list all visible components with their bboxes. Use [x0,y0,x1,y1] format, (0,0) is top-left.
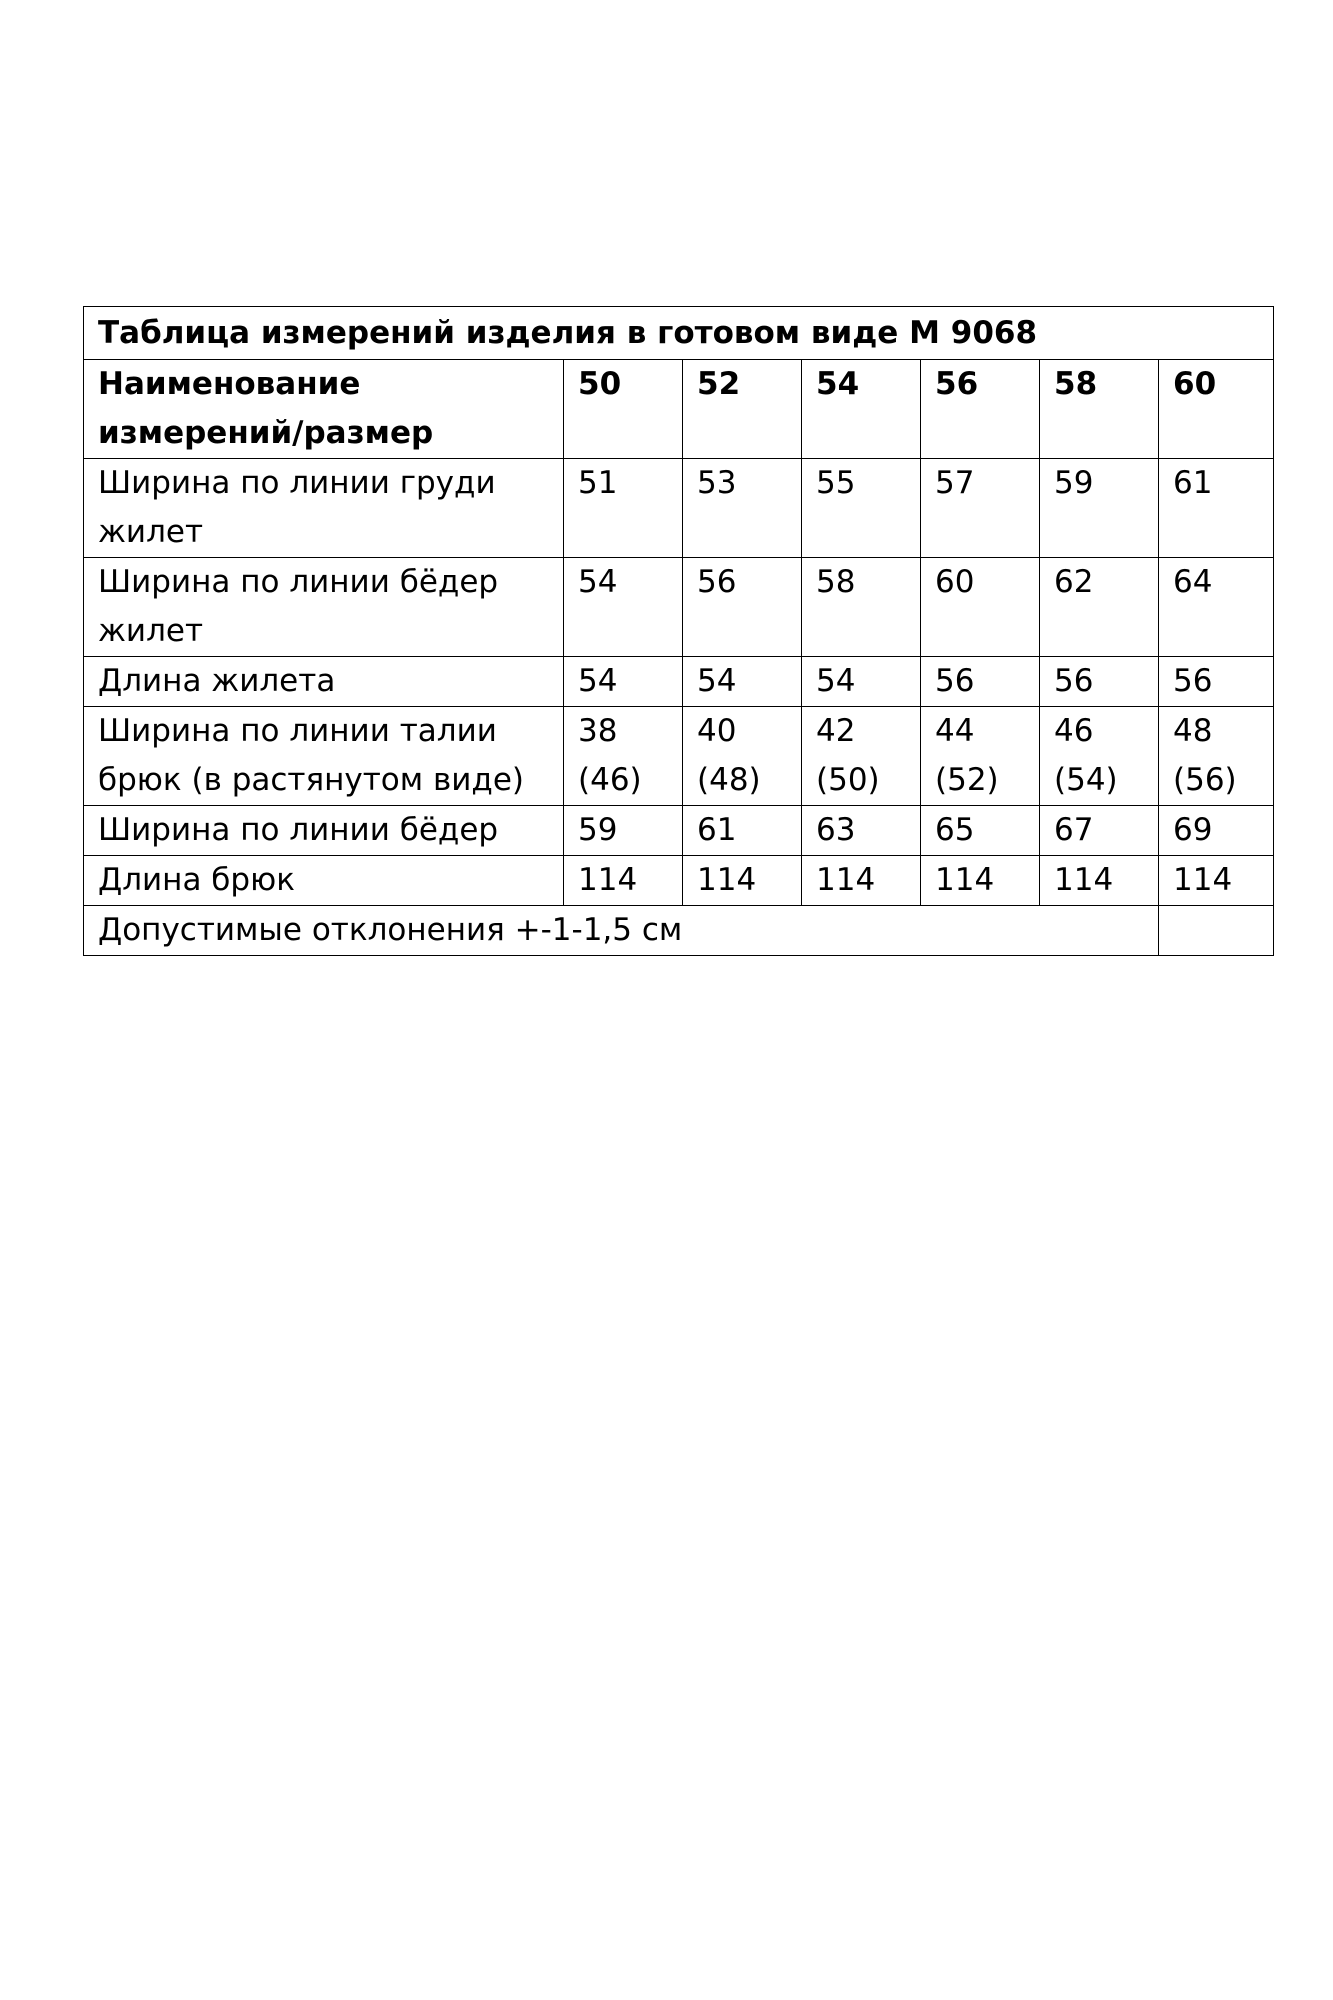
table-cell: 38 (46) [564,707,683,806]
table-cell: 62 [1040,558,1159,657]
table-cell: 59 [564,806,683,856]
table-cell: 114 [802,856,921,906]
header-size: 58 [1040,360,1159,459]
header-size: 56 [921,360,1040,459]
table-cell: 56 [921,657,1040,707]
table-cell: 57 [921,459,1040,558]
table-note-row [84,906,1274,956]
table-cell: 114 [1040,856,1159,906]
row-label: Длина брюк [84,856,564,906]
table-title: Таблица измерений изделия в готовом виде М 9068 [84,307,1274,360]
table-cell: 56 [1040,657,1159,707]
table-row [84,856,1274,906]
row-label: Ширина по линии талии брюк (в растянутом виде) [84,707,564,806]
table-cell: 54 [564,558,683,657]
table-cell: 65 [921,806,1040,856]
table-cell: 55 [802,459,921,558]
table-cell: 69 [1159,806,1274,856]
table-cell: 54 [564,657,683,707]
table-row [84,459,1274,558]
table-cell: 46 (54) [1040,707,1159,806]
table-title-row [84,307,1274,360]
table-row [84,806,1274,856]
table-cell: 67 [1040,806,1159,856]
table-cell: 114 [1159,856,1274,906]
table-cell: 59 [1040,459,1159,558]
table-cell: 114 [683,856,802,906]
table-cell: 54 [802,657,921,707]
table-cell: 114 [564,856,683,906]
table-cell: 40 (48) [683,707,802,806]
table-cell: 44 (52) [921,707,1040,806]
table-row [84,558,1274,657]
tolerance-note: Допустимые отклонения +-1-1,5 см [84,906,1159,956]
row-label: Ширина по линии бёдер жилет [84,558,564,657]
table-cell: 42 (50) [802,707,921,806]
table-cell: 60 [921,558,1040,657]
table-cell: 51 [564,459,683,558]
row-label: Ширина по линии груди жилет [84,459,564,558]
table-cell: 54 [683,657,802,707]
table-cell: 61 [683,806,802,856]
table-cell: 53 [683,459,802,558]
header-size: 60 [1159,360,1274,459]
table-cell: 48 (56) [1159,707,1274,806]
header-size: 52 [683,360,802,459]
table-cell: 56 [1159,657,1274,707]
table-cell: 56 [683,558,802,657]
table-cell: 114 [921,856,1040,906]
header-size: 54 [802,360,921,459]
measurement-table [83,306,1274,956]
row-label: Длина жилета [84,657,564,707]
table-cell: 61 [1159,459,1274,558]
header-size: 50 [564,360,683,459]
empty-cell [1159,906,1274,956]
row-label: Ширина по линии бёдер [84,806,564,856]
table-cell: 64 [1159,558,1274,657]
table-header-row [84,360,1274,459]
header-label: Наименование измерений/размер [84,360,564,459]
table-row [84,657,1274,707]
table-row [84,707,1274,806]
table-cell: 63 [802,806,921,856]
table-cell: 58 [802,558,921,657]
